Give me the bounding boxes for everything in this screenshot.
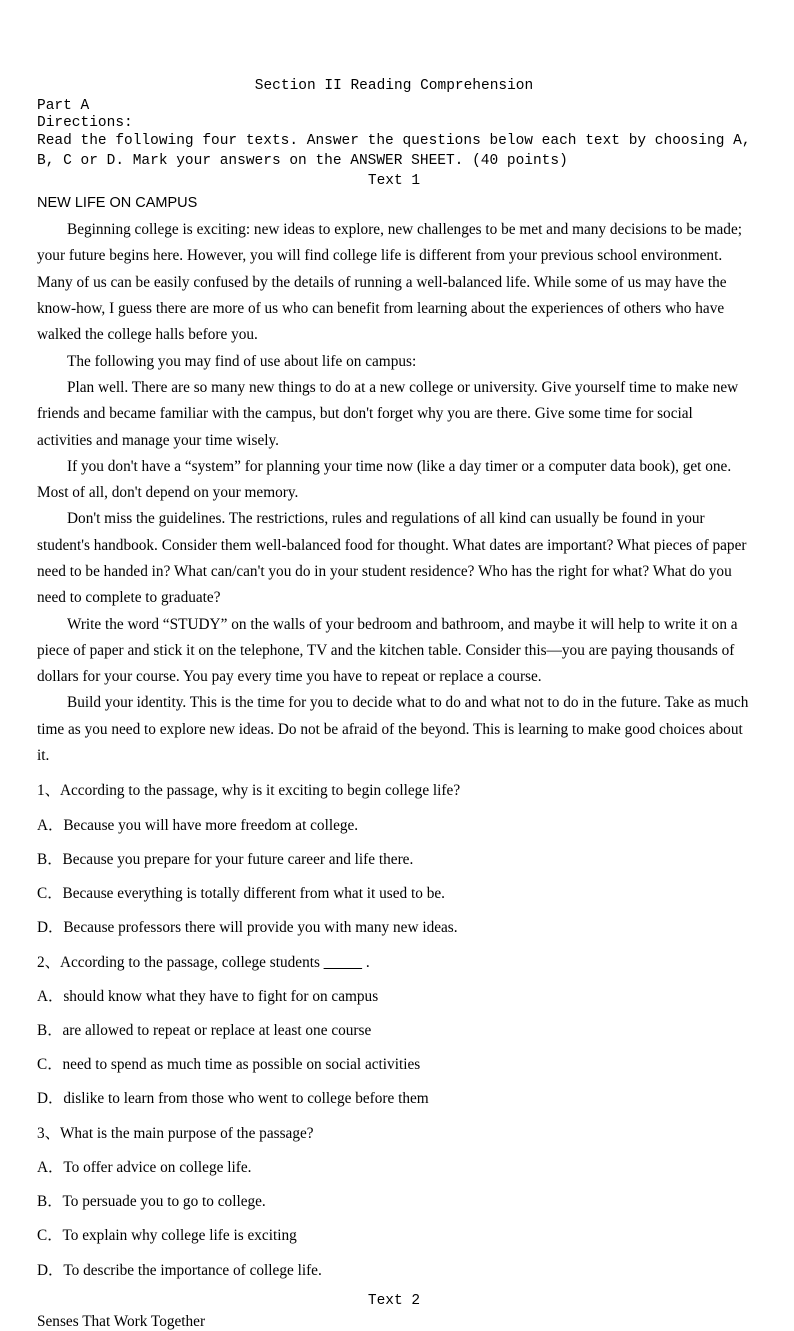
text1-paragraph: Build your identity. This is the time for you to decide what to do and what not to do in the future. Take as much time as you need to explore new ideas. Do not be afraid of the beyond. This is learning to make good choices about it. — [37, 694, 749, 765]
question-stem: According to the passage, why is it exciting to begin college life? — [59, 782, 461, 800]
option-letter: C． — [37, 1056, 63, 1074]
text2-title: Senses That Work Together — [37, 1312, 206, 1330]
option-text: To persuade you to go to college. — [62, 1193, 266, 1211]
question-3-option-a[interactable] — [37, 1155, 751, 1180]
option-letter: B． — [37, 850, 63, 868]
option-text: Because everything is totally different from what it used to be. — [62, 885, 445, 903]
text1-title: NEW LIFE ON CAMPUS — [37, 195, 198, 212]
option-text: Because you will have more freedom at college. — [63, 816, 359, 834]
question-2 — [37, 950, 751, 975]
option-text: need to spend as much time as possible on social activities — [62, 1056, 421, 1074]
question-3-option-b[interactable] — [37, 1189, 751, 1214]
text1-paragraph: Write the word “STUDY” on the walls of your bedroom and bathroom, and maybe it will help to write it on a piece of paper and stick it on the telephone, TV and the kitchen table. Consider this—you are paying thousands of dollars for your course. You pay every time you have to repeat or replace a course. — [37, 615, 738, 686]
text2-label: Text 2 — [367, 1292, 421, 1309]
option-letter: B． — [37, 1193, 63, 1211]
text1-paragraph: Plan well. There are so many new things to do at a new college or university. Give yourself time to make new friends and became familiar with the campus, but don't forget why you are there. Give some time for social activities and manage your time wisely. — [37, 378, 739, 449]
question-2-option-b[interactable] — [37, 1018, 751, 1043]
option-text: dislike to learn from those who went to college before them — [63, 1090, 429, 1108]
option-text: To describe the importance of college life. — [63, 1261, 322, 1279]
text1-paragraph: The following you may find of use about life on campus: — [67, 352, 417, 370]
option-letter: A． — [37, 987, 64, 1005]
option-letter: D． — [37, 1261, 64, 1279]
question-stem: What is the main purpose of the passage? — [59, 1124, 314, 1142]
question-1-option-d[interactable] — [37, 915, 751, 940]
question-1-option-c[interactable] — [37, 881, 751, 906]
question-2-option-d[interactable] — [37, 1086, 751, 1111]
text1-label: Text 1 — [367, 173, 421, 190]
text1-paragraph: If you don't have a “system” for planning your time now (like a day timer or a computer data book), get one. Most of all, don't depend on your memory. — [37, 457, 732, 502]
directions-body: Read the following four texts. Answer the questions below each text by choosing A, B, C or D. Mark your answers on the ANSWER SHEET. (40 points) — [37, 133, 751, 169]
option-letter: A． — [37, 816, 64, 834]
option-text: To explain why college life is exciting — [62, 1227, 297, 1245]
option-letter: D． — [37, 1090, 64, 1108]
text1-paragraph: Don't miss the guidelines. The restrictions, rules and regulations of all kind can usually be found in your student's handbook. Consider them well-balanced food for thought. What dates are important? What pieces of paper need to be handed in? What can/can't you do in your student residence? Who has the right for what? What do you need to complete to graduate? — [37, 510, 747, 607]
question-stem-after: . — [362, 953, 370, 971]
part-label: Part A — [37, 98, 90, 114]
question-1-option-a[interactable] — [37, 813, 751, 838]
question-1-option-b[interactable] — [37, 847, 751, 872]
option-letter: D． — [37, 919, 64, 937]
question-1 — [37, 778, 751, 803]
option-text: are allowed to repeat or replace at least one course — [62, 1022, 372, 1039]
question-2-option-c[interactable] — [37, 1052, 751, 1077]
question-number: 2、 — [37, 953, 60, 971]
question-2-option-a[interactable] — [37, 984, 751, 1009]
question-3-option-c[interactable] — [37, 1223, 751, 1248]
option-letter: C． — [37, 885, 63, 903]
option-letter: B． — [37, 1022, 63, 1039]
question-number: 3、 — [37, 1124, 60, 1142]
option-text: Because professors there will provide you with many new ideas. — [63, 919, 458, 937]
option-letter: C． — [37, 1227, 63, 1245]
question-number: 1、 — [37, 782, 60, 800]
section-title: Section II Reading Comprehension — [254, 78, 534, 94]
question-stem-before: According to the passage, college students — [59, 953, 324, 971]
option-text: To offer advice on college life. — [63, 1158, 252, 1176]
option-text: should know what they have to fight for on campus — [63, 987, 379, 1005]
option-letter: A． — [37, 1158, 64, 1176]
text1-paragraph: Beginning college is exciting: new ideas to explore, new challenges to be met and many decisions to be made; your future begins here. However, you will find college life is different from your previous school environment. Many of us can be easily confused by the details of running a well-balanced life. While some of us may have the know-how, I guess there are more of us who can benefit from learning about the experiences of others who have walked the college halls before you. — [37, 221, 742, 344]
option-text: Because you prepare for your future career and life there. — [62, 850, 414, 868]
question-3 — [37, 1121, 751, 1146]
directions-label: Directions: — [37, 115, 133, 131]
question-3-option-d[interactable] — [37, 1258, 751, 1283]
answer-blank: _____ — [323, 953, 362, 971]
